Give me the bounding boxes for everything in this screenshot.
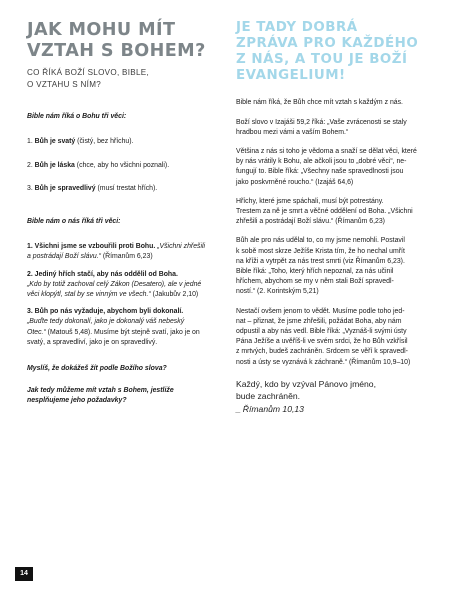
paragraph-1: Bible nám říká, že Bůh chce mít vztah s každým z nás. xyxy=(236,99,403,107)
paragraph-4: Hříchy, které jsme spáchali, musí být potrestány. Trestem za ně je smrt a věčné oddělení od Boha. „Všichni zhřešili a postrádají Boží slávu.“ (Římanům 6,23) xyxy=(236,197,413,226)
right-column xyxy=(236,20,442,416)
question-2: Jak tedy můžeme mít vztah s Bohem, jestliže nesplňujeme jeho požadavky? xyxy=(27,387,174,405)
scripture-reference: _ Římanům 10,13 xyxy=(236,404,304,415)
list-item: 3. Bůh je spravedlivý (musí trestat hřích). xyxy=(27,184,158,192)
list-item: 2. Bůh je láska (chce, aby ho všichni poznali). xyxy=(27,161,170,169)
left-column xyxy=(27,20,223,407)
section-heading-god: Bible nám říká o Bohu tři věci: xyxy=(27,113,127,121)
page-title xyxy=(27,20,223,62)
right-heading: JE TADY DOBRÁ ZPRÁVA PRO KAŽDÉHO Z NÁS, A TOU JE BOŽÍ EVANGELIUM! xyxy=(236,20,419,84)
title-line: JAK MOHU MÍT xyxy=(27,20,176,40)
us-item-1: 1. Všichni jsme se vzbouřili proti Bohu. „Všichni zhřešili a postrádají Boží slávu.“ (Římanům 6,23) xyxy=(27,243,206,261)
subtitle xyxy=(27,67,223,90)
subtitle-line: CO ŘÍKÁ BOŽÍ SLOVO, BIBLE, xyxy=(27,68,150,77)
us-item-2: 2. Jediný hřích stačí, aby nás oddělil od Boha. „Kdo by totiž zachoval celý Zákon (Desatero), ale v jedné věci klopýtl, stal by se vinným ve všech.“ (Jakubův 2,10) xyxy=(27,270,202,299)
paragraph-6: Nestačí ovšem jenom to vědět. Musíme podle toho jed- nat – přiznat, že jsme zhřešili, požádat Boha, aby nám odpustil a aby nás vedl. Bible říká: „Vyznáš-li svými ústy Pána Ježíše a uvěříš-li ve svém srdci, že ho Bůh vzkřísil z mrtvých, budeš zachráněn. Srdcem se věří k spravedl- nosti a ústy se vyznává k záchraně.“ (Římanům 10,9–10) xyxy=(236,307,411,366)
paragraph-3: Většina z nás si toho je vědoma a snaží se dělat věci, které by nás vrátily k Bohu, ale ačkoli jsou to „dobré věci“, ne- fungují to. Bible říká: „Všechny naše spravedlnosti jsou jako poskvrněné roucho.“ (Izajáš 64,6) xyxy=(236,147,417,186)
question-1: Myslíš, že dokážeš žít podle Božího slova? xyxy=(27,365,167,373)
page-number: 14 xyxy=(15,567,33,581)
list-item: 1. Bůh je svatý (čistý, bez hříchu). xyxy=(27,138,134,146)
god-items-list xyxy=(27,137,223,194)
title-line: VZTAH S BOHEM? xyxy=(27,41,206,61)
section-heading-us: Bible nám o nás říká tři věci: xyxy=(27,218,121,225)
paragraph-2: Boží slovo v Izajáši 59,2 říká: „Vaše zvrácenosti se staly hradbou mezi vámi a vaším Bohem.“ xyxy=(236,118,407,136)
us-item-3: 3. Bůh po nás vyžaduje, abychom byli dokonalí. „Buďte tedy dokonalí, jako je dokonalý váš nebeský Otec.“ (Matouš 5,48). Musíme být stejně svatí, jako je on svatý, a spravedliví, jako je on spravedlivý. xyxy=(27,308,200,346)
subtitle-line: O VZTAHU S NÍM? xyxy=(27,79,102,89)
scripture-quote: Každý, kdo by vzýval Pánovo jméno, bude zachráněn. xyxy=(236,378,376,402)
paragraph-5: Bůh ale pro nás udělal to, co my jsme nemohli. Postavil k sobě most skrze Ježíše Krista tím, že ho nechal umřít na kříži a vytrpět za nás trest smrti (viz Římanům 6,23). Bible říká: „Toho, který hřích nepoznal, za nás učinil hříchem, abychom se my v něm stali Boží spravedl- ností.“ (2. Korintským 5,21) xyxy=(236,237,405,296)
